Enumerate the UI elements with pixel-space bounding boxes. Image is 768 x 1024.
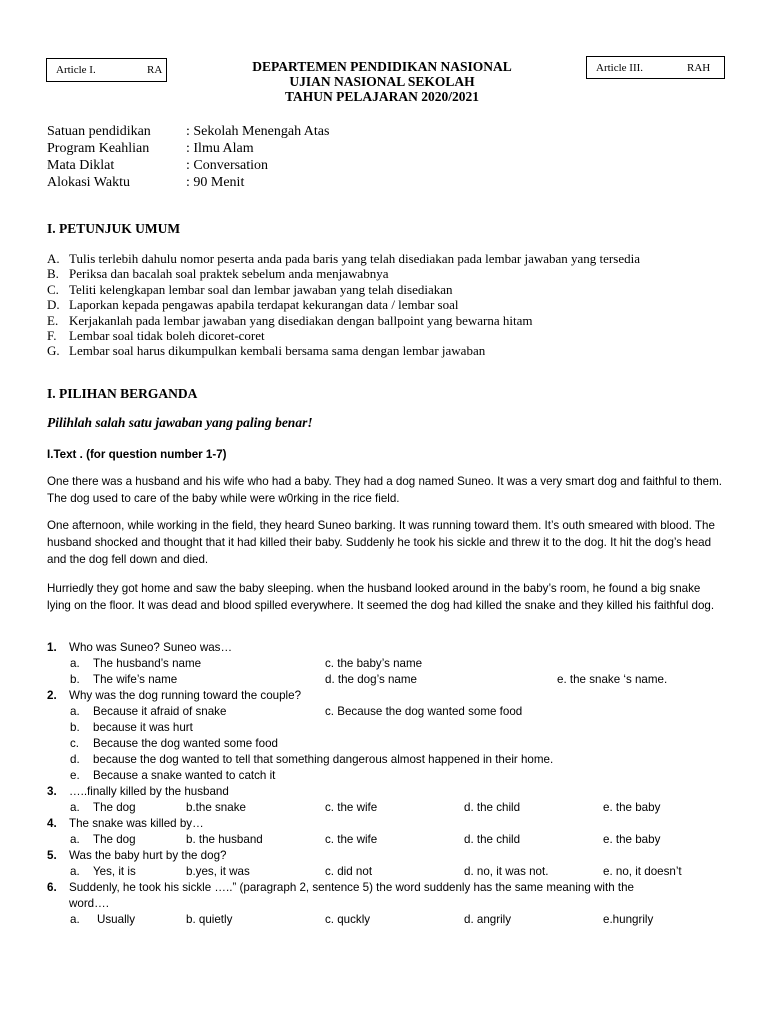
- info-key: Mata Diklat: [47, 158, 115, 173]
- instruction-item: [47, 297, 640, 312]
- option-text: e.hungrily: [603, 913, 654, 926]
- instruction-item: [47, 266, 640, 281]
- option-letter: b.: [70, 721, 80, 734]
- info-row: [47, 123, 329, 140]
- option-row: [47, 913, 737, 929]
- exam-info: [47, 123, 329, 191]
- question-number: 4.: [47, 817, 57, 830]
- option-text: Usually: [97, 913, 136, 926]
- option-letter: d.: [70, 753, 80, 766]
- option-text: The wife’s name: [93, 673, 178, 686]
- section-title: I. PILIHAN BERGANDA: [47, 386, 198, 401]
- option-text: The dog: [93, 801, 136, 814]
- item-letter: E.: [47, 312, 59, 328]
- option-text: c. the baby’s name: [325, 657, 423, 670]
- option-letter: a.: [70, 913, 80, 926]
- option-row: [47, 865, 737, 881]
- article-label: Article I.: [56, 64, 96, 76]
- question-text: Was the baby hurt by the dog?: [69, 849, 227, 862]
- question-continuation: [47, 897, 737, 913]
- option-text: c. the wife: [325, 833, 378, 846]
- option-text: d. the child: [464, 801, 521, 814]
- general-instructions: [47, 251, 640, 359]
- item-text: Laporkan kepada pengawas apabila terdapat kekurangan data / lembar soal: [69, 297, 459, 313]
- info-row: [47, 157, 329, 174]
- question: [47, 641, 737, 657]
- option-text: The husband’s name: [93, 657, 202, 670]
- option-text: because it was hurt: [93, 721, 193, 734]
- option-text: b. the husband: [186, 833, 263, 846]
- question: [47, 817, 737, 833]
- option-row: [47, 769, 737, 785]
- option-row: [47, 705, 737, 721]
- article-value: RA: [147, 64, 163, 76]
- info-key: Satuan pendidikan: [47, 124, 151, 139]
- question-number: 3.: [47, 785, 57, 798]
- instruction-item: [47, 328, 640, 343]
- option-row: [47, 833, 737, 849]
- option-text: Yes, it is: [93, 865, 136, 878]
- question-text: The snake was killed by…: [69, 817, 204, 830]
- option-text: e. the baby: [603, 801, 661, 814]
- option-text: e. the baby: [603, 833, 661, 846]
- article-value: RAH: [687, 61, 711, 74]
- option-text: The dog: [93, 833, 136, 846]
- option-letter: b.: [70, 673, 80, 686]
- question-text: Suddenly, he took his sickle …..” (paragraph 2, sentence 5) the word suddenly has the same meaning with the: [69, 881, 634, 894]
- option-text: b.yes, it was: [186, 865, 250, 878]
- question-number: 5.: [47, 849, 57, 862]
- item-letter: B.: [47, 266, 59, 282]
- option-row: [47, 801, 737, 817]
- header-line: DEPARTEMEN PENDIDIKAN NASIONAL: [252, 59, 512, 74]
- instruction-item: [47, 343, 640, 358]
- option-text: because the dog wanted to tell that something dangerous almost happened in their home.: [93, 753, 554, 766]
- reading-paragraph: Hurriedly they got home and saw the baby sleeping. when the husband looked around in the baby’s room, he found a big snake lying on the floor. It was dead and blood spilled everywhere. It seemed the dog had killed the snake and they killed his faithful dog.: [47, 582, 715, 612]
- item-letter: C.: [47, 281, 59, 297]
- reading-paragraph: One there was a husband and his wife who had a baby. They had a dog named Suneo. It was a very smart dog and faithful to them. The dog used to care of the baby while were w0rking in the rice field.: [47, 475, 723, 505]
- section-title: I. PETUNJUK UMUM: [47, 221, 181, 236]
- option-text: c. Because the dog wanted some food: [325, 705, 523, 718]
- item-text: Kerjakanlah pada lembar jawaban yang disediakan dengan ballpoint yang bewarna hitam: [69, 312, 533, 328]
- item-text: Tulis terlebih dahulu nomor peserta anda pada baris yang telah disediakan pada lembar jawaban yang tersedia: [69, 251, 640, 266]
- question-number: 2.: [47, 689, 57, 702]
- instruction-text: Pilihlah salah satu jawaban yang paling benar!: [47, 415, 313, 430]
- item-letter: G.: [47, 343, 60, 359]
- article-label: Article III.: [596, 61, 644, 74]
- question: [47, 689, 737, 705]
- item-text: Teliti kelengkapan lembar soal dan lembar jawaban yang telah disediakan: [69, 281, 453, 297]
- option-text: Because the dog wanted some food: [93, 737, 278, 750]
- option-text: d. the child: [464, 833, 521, 846]
- option-letter: c.: [70, 737, 80, 750]
- option-text: e. no, it doesn’t: [603, 865, 682, 878]
- article-box-right: [586, 56, 725, 79]
- option-text: c. quсkly: [325, 913, 371, 926]
- option-letter: a.: [70, 705, 80, 718]
- question: [47, 881, 737, 897]
- option-text: b. quietly: [186, 913, 233, 926]
- option-letter: a.: [70, 657, 80, 670]
- info-value: : Ilmu Alam: [186, 141, 254, 156]
- instruction-item: [47, 282, 640, 297]
- question-number: 1.: [47, 641, 57, 654]
- question-list: [47, 641, 737, 929]
- info-value: : 90 Menit: [186, 175, 245, 190]
- item-text: Periksa dan bacalah soal praktek sebelum anda menjawabnya: [69, 266, 389, 282]
- option-row: [47, 753, 737, 769]
- option-text: c. the wife: [325, 801, 378, 814]
- info-key: Alokasi Waktu: [47, 175, 130, 190]
- info-value: : Conversation: [186, 158, 269, 173]
- info-key: Program Keahlian: [47, 141, 150, 156]
- question-text: word….: [69, 897, 109, 910]
- option-text: d. the dog’s name: [325, 673, 417, 686]
- reading-paragraph: One afternoon, while working in the field, they heard Suneo barking. It was running toward them. It’s outh smeared with blood. The husband shocked and thought that it had killed their baby. Suddenly he took his sickle and threw it to the dog. It hit the dog’s head and the dog fell down and died.: [47, 519, 715, 566]
- item-letter: F.: [47, 327, 57, 343]
- option-row: [47, 673, 737, 689]
- instruction-item: [47, 251, 640, 266]
- article-box-left: [46, 58, 167, 82]
- option-text: d. angrily: [464, 913, 512, 926]
- header-line: TAHUN PELAJARAN 2020/2021: [284, 89, 479, 104]
- option-text: c. did not: [325, 865, 373, 878]
- instruction-item: [47, 313, 640, 328]
- option-letter: a.: [70, 865, 80, 878]
- option-text: b.the snake: [186, 801, 246, 814]
- question: [47, 849, 737, 865]
- header-line: UJIAN NASIONAL SEKOLAH: [289, 74, 475, 89]
- question: [47, 785, 737, 801]
- option-letter: a.: [70, 801, 80, 814]
- question-text: …..finally killed by the husband: [69, 785, 229, 798]
- document-header: [200, 59, 564, 104]
- option-text: e. the snake ‘s name.: [557, 673, 668, 686]
- info-value: : Sekolah Menengah Atas: [186, 124, 330, 139]
- option-row: [47, 657, 737, 673]
- question-number: 6.: [47, 881, 57, 894]
- item-letter: D.: [47, 297, 60, 313]
- info-row: [47, 174, 329, 191]
- text-heading: I.Text . (for question number 1-7): [47, 448, 227, 461]
- question-text: Why was the dog running toward the couple?: [69, 689, 302, 702]
- option-text: Because it afraid of snake: [93, 705, 227, 718]
- option-text: Because a snake wanted to catch it: [93, 769, 276, 782]
- item-text: Lembar soal tidak boleh dicoret-coret: [69, 327, 265, 343]
- info-row: [47, 140, 329, 157]
- option-text: d. no, it was not.: [464, 865, 549, 878]
- item-letter: A.: [47, 251, 60, 266]
- question-text: Who was Suneo? Suneo was…: [69, 641, 233, 654]
- option-letter: e.: [70, 769, 80, 782]
- option-letter: a.: [70, 833, 80, 846]
- item-text: Lembar soal harus dikumpulkan kembali bersama sama dengan lembar jawaban: [69, 343, 486, 359]
- option-row: [47, 737, 737, 753]
- option-row: [47, 721, 737, 737]
